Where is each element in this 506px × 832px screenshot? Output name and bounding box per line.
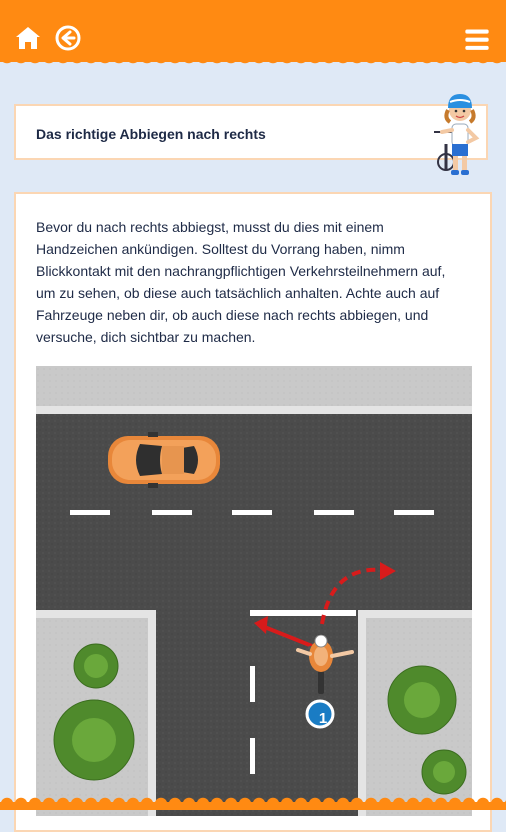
car-icon [108,432,220,488]
title-card [14,104,488,160]
page-title: Das richtige Abbiegen nach rechts [36,126,266,142]
hamburger-menu-icon[interactable] [463,26,491,54]
lesson-paragraph: Bevor du nach rechts abbiegst, musst du dies mit einem Handzeichen ankündigen. Solltest du Vorrang haben, nimm Blickkontakt mit den nachrangpflichtigen Verkehrsteilnehmern auf, um zu sehen, ob diese auch tatsächlich anhalten. Achte auch auf Fahrzeuge neben dir, ob auch diese nach rechts abbiegen, und versuche, dich sichtbar zu machen. [36,219,446,345]
header-scallop-edge [0,56,506,70]
home-icon[interactable] [14,24,42,52]
cyclist-kid-mascot-icon [424,84,484,180]
footer-bar [0,802,506,810]
back-arrow-circle-icon[interactable] [54,24,82,52]
right-turn-illustration [36,366,472,816]
cyclist-number-marker: 1 [318,710,328,727]
content-card [14,192,492,832]
